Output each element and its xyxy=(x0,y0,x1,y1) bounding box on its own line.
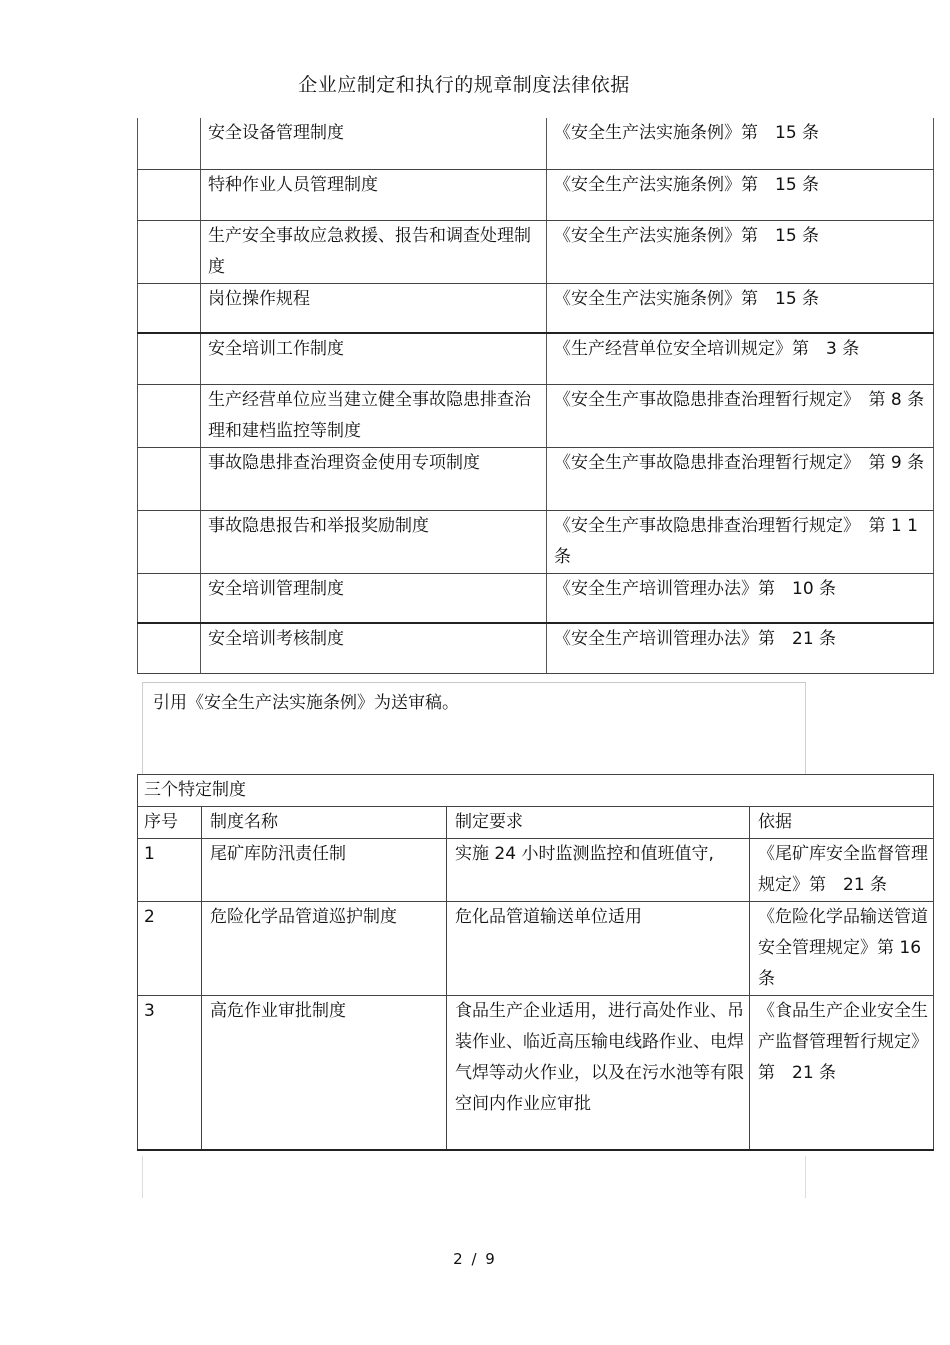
table-row xyxy=(138,902,934,996)
regulation-basis: 《安全生产法实施条例》第 15 条 xyxy=(547,220,934,283)
empty-box xyxy=(142,1156,806,1198)
regulation-name: 岗位操作规程 xyxy=(201,283,547,333)
regulation-name: 安全培训管理制度 xyxy=(201,573,547,623)
note-box xyxy=(142,682,806,774)
row-requirement: 危化品管道输送单位适用 xyxy=(447,902,750,996)
blank-cell xyxy=(138,118,201,169)
blank-cell xyxy=(138,510,201,573)
regulation-basis: 《安全生产事故隐患排查治理暂行规定》 第 8 条 xyxy=(547,384,934,447)
table-row xyxy=(138,384,934,447)
regulation-name: 生产经营单位应当建立健全事故隐患排查治理和建档监控等制度 xyxy=(201,384,547,447)
regulation-basis: 《安全生产事故隐患排查治理暂行规定》 第 9 条 xyxy=(547,447,934,510)
table-row xyxy=(138,623,934,673)
table-row xyxy=(138,169,934,220)
row-basis: 《食品生产企业安全生产监督管理暂行规定》第 21 条 xyxy=(750,996,934,1150)
table-row xyxy=(138,333,934,384)
row-requirement: 实施 24 小时监测监控和值班值守, xyxy=(447,839,750,902)
regulation-basis: 《生产经营单位安全培训规定》第 3 条 xyxy=(547,333,934,384)
regulation-name: 安全培训工作制度 xyxy=(201,333,547,384)
blank-cell xyxy=(138,169,201,220)
blank-cell xyxy=(138,384,201,447)
blank-cell xyxy=(138,283,201,333)
table-caption-row xyxy=(138,775,934,807)
regulation-name: 安全设备管理制度 xyxy=(201,118,547,169)
blank-cell xyxy=(138,333,201,384)
regulations-table xyxy=(137,118,934,674)
blank-cell xyxy=(138,623,201,673)
regulation-basis: 《安全生产法实施条例》第 15 条 xyxy=(547,283,934,333)
row-basis: 《尾矿库安全监督管理规定》第 21 条 xyxy=(750,839,934,902)
table-row xyxy=(138,510,934,573)
page-title: 企业应制定和执行的规章制度法律依据 xyxy=(298,74,630,96)
regulation-name: 事故隐患报告和举报奖励制度 xyxy=(201,510,547,573)
special-regulations-table xyxy=(137,774,934,1151)
table-header-row xyxy=(138,807,934,839)
table-row xyxy=(138,118,934,169)
header-requirement: 制定要求 xyxy=(447,807,750,839)
row-no: 2 xyxy=(138,902,202,996)
regulation-name: 事故隐患排查治理资金使用专项制度 xyxy=(201,447,547,510)
table-caption: 三个特定制度 xyxy=(138,775,934,807)
blank-cell xyxy=(138,447,201,510)
regulation-name: 生产安全事故应急救援、报告和调查处理制度 xyxy=(201,220,547,283)
regulation-basis: 《安全生产培训管理办法》第 21 条 xyxy=(547,623,934,673)
page-number: 2 / 9 xyxy=(453,1250,497,1268)
table-row xyxy=(138,283,934,333)
table-row xyxy=(138,996,934,1150)
regulation-basis: 《安全生产事故隐患排查治理暂行规定》 第 1 1 条 xyxy=(547,510,934,573)
row-no: 3 xyxy=(138,996,202,1150)
row-name: 高危作业审批制度 xyxy=(202,996,447,1150)
row-basis: 《危险化学品输送管道安全管理规定》第 16 条 xyxy=(750,902,934,996)
table-row xyxy=(138,839,934,902)
row-name: 尾矿库防汛责任制 xyxy=(202,839,447,902)
regulation-name: 安全培训考核制度 xyxy=(201,623,547,673)
header-name: 制度名称 xyxy=(202,807,447,839)
row-no: 1 xyxy=(138,839,202,902)
regulation-basis: 《安全生产法实施条例》第 15 条 xyxy=(547,169,934,220)
regulation-basis: 《安全生产法实施条例》第 15 条 xyxy=(547,118,934,169)
regulation-name: 特种作业人员管理制度 xyxy=(201,169,547,220)
table-row xyxy=(138,573,934,623)
row-requirement: 食品生产企业适用，进行高处作业、吊装作业、临近高压输电线路作业、电焊气焊等动火作业，以及在污水池等有限空间内作业应审批 xyxy=(447,996,750,1150)
header-basis: 依据 xyxy=(750,807,934,839)
row-name: 危险化学品管道巡护制度 xyxy=(202,902,447,996)
header-no: 序号 xyxy=(138,807,202,839)
note-text: 引用《安全生产法实施条例》为送审稿。 xyxy=(153,693,459,713)
regulation-basis: 《安全生产培训管理办法》第 10 条 xyxy=(547,573,934,623)
blank-cell xyxy=(138,220,201,283)
table-row xyxy=(138,447,934,510)
blank-cell xyxy=(138,573,201,623)
table-row xyxy=(138,220,934,283)
